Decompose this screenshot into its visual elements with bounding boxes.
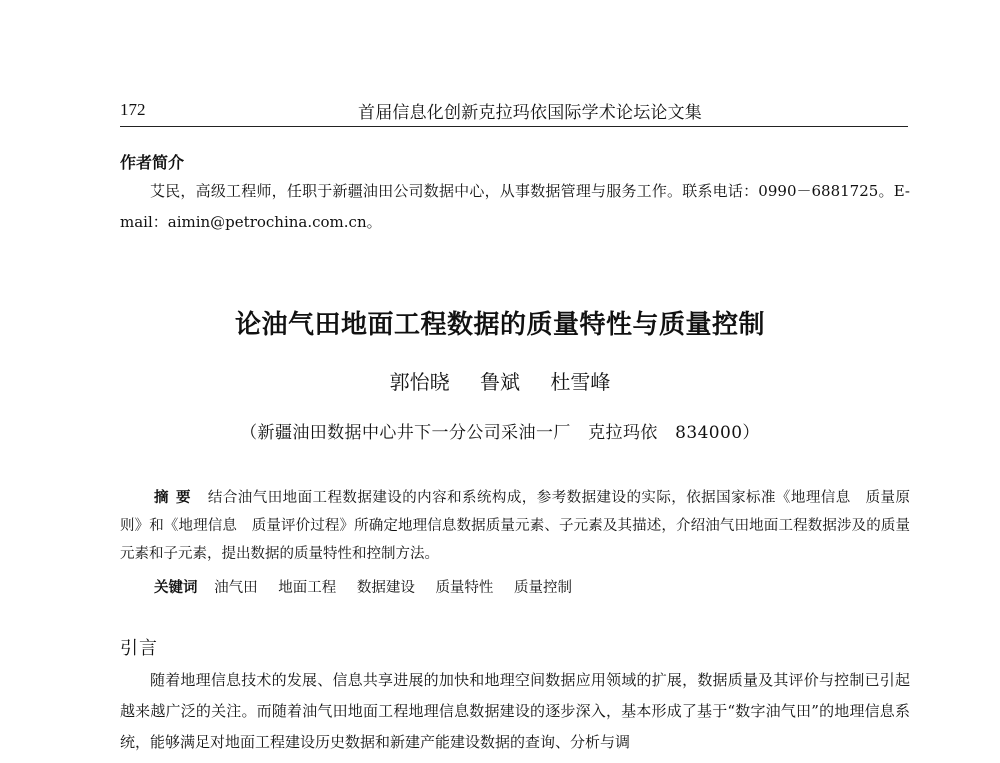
author-list [0,366,1000,395]
affiliation: （新疆油田数据中心井下一分公司采油一厂 克拉玛依 834000） [240,423,760,443]
keyword: 质量控制 [514,580,573,596]
abstract [120,484,910,568]
author-name: 郭怡晓 [389,370,450,394]
author-name: 鲁斌 [480,370,520,394]
author-note-text: 艾民，高级工程师，任职于新疆油田公司数据中心，从事数据管理与服务工作。联系电话：0990－6881725。E-mail：aimin@petrochina.com.cn。 [120,182,910,231]
author-note-heading: 作者简介 [120,153,185,172]
keyword: 油气田 [214,580,258,596]
running-title: 首届信息化创新克拉玛依国际学术论坛论文集 [358,103,702,123]
abstract-label: 摘要 [154,490,198,506]
abstract-text: 结合油气田地面工程数据建设的内容和系统构成，参考数据建设的实际，依据国家标准《地理信息 质量原则》和《地理信息 质量评价过程》所确定地理信息数据质量元素、子元素及其描述，介绍油气田地面工程数据涉及的质量元素和子元素，提出数据的质量特性和控制方法。 [120,490,911,562]
keyword: 数据建设 [356,580,415,596]
keyword: 质量特性 [435,580,494,596]
section-heading-introduction: 引言 [120,638,158,659]
page-number: 172 [120,100,146,119]
keywords [154,576,894,600]
paper-title: 论油气田地面工程数据的质量特性与质量控制 [234,310,765,340]
keyword: 地面工程 [278,580,337,596]
keywords-label: 关键词 [154,580,198,596]
author-name: 杜雪峰 [550,370,611,394]
page-header [120,96,908,127]
introduction-paragraph: 随着地理信息技术的发展、信息共享进展的加快和地理空间数据应用领域的扩展，数据质量及其评价与控制已引起越来越广泛的关注。而随着油气田地面工程地理信息数据建设的逐步深入，基本形成了基于“数字油气田”的地理信息系统，能够满足对地面工程建设历史数据和新建产能建设数据的查询、分析与调 [120,671,910,751]
